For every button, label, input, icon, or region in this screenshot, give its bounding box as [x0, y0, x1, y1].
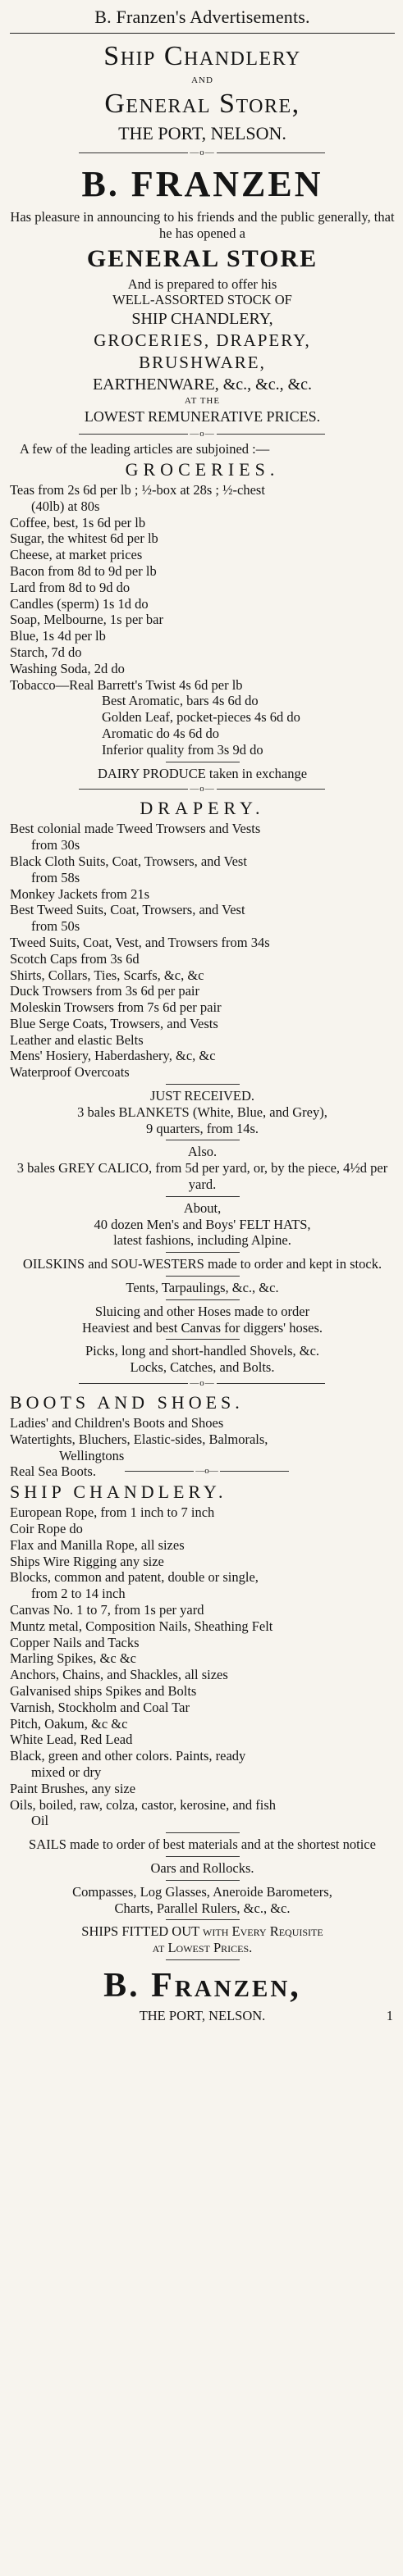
list-item: Flax and Manilla Rope, all sizes [10, 1536, 185, 1553]
list-item: Copper Nails and Tacks [10, 1634, 140, 1650]
list-item: Paint Brushes, any size [10, 1780, 136, 1796]
list-item: Anchors, Chains, and Shackles, all sizes [10, 1667, 228, 1683]
prepared-line: And is prepared to offer his [127, 275, 277, 292]
footer-address: THE PORT, NELSON. [139, 2007, 266, 2023]
felt-hats-line-2: latest fashions, including Alpine. [113, 1232, 291, 1249]
list-item: Washing Soda, 2d do [10, 660, 125, 676]
compasses-line-2: Charts, Parallel Rulers, &c., &c. [114, 1900, 291, 1916]
boots-heading: BOOTS AND SHOES. [10, 1392, 244, 1413]
ships-fitted-line-2: at Lowest Prices. [152, 1940, 253, 1956]
about-label: About, [183, 1199, 222, 1216]
ship-chandlery-heading: SHIP CHANDLERY. [10, 1481, 227, 1503]
category-ship-chandlery: SHIP CHANDLERY, [131, 310, 273, 329]
blankets-line-2: 9 quarters, from 14s. [145, 1120, 259, 1136]
list-item: from 58s [31, 869, 80, 885]
list-item: (40lb) at 80s [31, 498, 100, 514]
category-earthenware: EARTHENWARE, &c., &c., &c. [92, 375, 313, 394]
masthead-ship-chandlery: Ship Chandlery [103, 41, 301, 71]
oilskins-line: OILSKINS and SOU-WESTERS made to order and kept in stock. [22, 1256, 382, 1272]
tents-line: Tents, Tarpaulings, &c., &c. [126, 1280, 279, 1296]
masthead-general-store: General Store, [104, 89, 300, 119]
list-item: Aromatic do 4s 6d do [102, 725, 219, 741]
general-store-heading: GENERAL STORE [86, 244, 318, 272]
also-label: Also. [187, 1144, 218, 1160]
list-item: mixed or dry [31, 1764, 102, 1780]
page-number: 1 [386, 2007, 393, 2023]
short-divider [166, 1276, 240, 1277]
oars-line: Oars and Rollocks. [150, 1859, 254, 1876]
list-item: Best Tweed Suits, Coat, Trowsers, and Vest [10, 902, 245, 918]
list-item: Inferior quality from 3s 9d do [102, 741, 263, 758]
short-divider [166, 1299, 240, 1300]
short-divider [166, 1959, 240, 1960]
list-item: Mens' Hosiery, Haberdashery, &c, &c [10, 1048, 216, 1064]
list-item: Tweed Suits, Coat, Vest, and Trowsers from 34s [10, 934, 270, 950]
list-item: Lard from 8d to 9d do [10, 579, 131, 595]
short-divider [166, 1832, 240, 1833]
compasses-line: Compasses, Log Glasses, Aneroide Barometers, [72, 1883, 332, 1900]
list-item: Shirts, Collars, Ties, Scarfs, &c, &c [10, 967, 204, 983]
short-divider [166, 1856, 240, 1857]
page-header-title: B. Franzen's Advertisements. [94, 7, 310, 27]
category-groceries-drapery: GROCERIES, DRAPERY, [94, 330, 311, 351]
list-item: from 2 to 14 inch [31, 1586, 126, 1602]
sails-line: SAILS made to order of best materials and at the shortest notice [29, 1836, 376, 1853]
drapery-list [10, 821, 395, 1081]
ornament-divider: —o— [10, 145, 395, 160]
picks-line: Picks, long and short-handled Shovels, &c. [85, 1343, 320, 1359]
list-item: Cheese, at market prices [10, 547, 143, 563]
list-item: Golden Leaf, pocket-pieces 4s 6d do [102, 709, 300, 726]
list-item: Coir Rope do [10, 1521, 83, 1537]
proprietor-name: B. FRANZEN [81, 164, 323, 204]
intro-note: A few of the leading articles are subjoined :— [20, 441, 270, 457]
ship-chandlery-list [10, 1504, 395, 1829]
masthead-place: THE PORT, NELSON. [118, 123, 286, 143]
list-item: Waterproof Overcoats [10, 1064, 130, 1081]
list-item: Marling Spikes, &c &c [10, 1650, 136, 1667]
ornament-divider: —o— [10, 1376, 395, 1390]
list-item: Black Cloth Suits, Coat, Trowsers, and Vest [10, 853, 247, 869]
hoses-line-2: Heaviest and best Canvas for diggers' hoses. [81, 1319, 323, 1336]
list-item: Pitch, Oakum, &c &c [10, 1715, 128, 1732]
intro-announcement: Has pleasure in announcing to his friends and the public generally, that he has opened a [10, 209, 395, 241]
masthead-and: AND [191, 75, 213, 85]
list-item: Canvas No. 1 to 7, from 1s per yard [10, 1602, 204, 1618]
list-item: Candles (sperm) 1s 1d do [10, 595, 149, 612]
footer-name: B. Franzen, [103, 1966, 301, 2005]
ornament-divider: —o— [10, 781, 395, 796]
picks-line-2: Locks, Catches, and Bolts. [130, 1359, 275, 1376]
category-brushware: BRUSHWARE, [139, 353, 266, 373]
footer-address-row [10, 2008, 395, 2029]
list-item: Oil [31, 1813, 49, 1829]
groceries-heading: GROCERIES. [125, 458, 280, 480]
list-item: Duck Trowsers from 3s 6d per pair [10, 983, 199, 999]
felt-hats-line: 40 dozen Men's and Boys' FELT HATS, [94, 1216, 311, 1232]
list-item: from 50s [31, 918, 80, 935]
list-item: Sugar, the whitest 6d per lb [10, 530, 158, 547]
just-received: JUST RECEIVED. [149, 1088, 255, 1104]
list-item: Wellingtons [59, 1447, 125, 1463]
groceries-list [10, 482, 395, 758]
list-item: Blocks, common and patent, double or single, [10, 1569, 259, 1586]
list-item: Black, green and other colors. Paints, ready [10, 1748, 246, 1764]
list-item: Leather and elastic Belts [10, 1031, 144, 1048]
list-item: Watertights, Bluchers, Elastic-sides, Balmorals, [10, 1431, 268, 1447]
list-item: from 30s [31, 837, 80, 853]
short-divider [166, 1339, 240, 1340]
list-item: Best colonial made Tweed Trowsers and Vests [10, 821, 261, 837]
header-rule [10, 33, 395, 34]
list-item: Moleskin Trowsers from 7s 6d per pair [10, 999, 222, 1016]
short-divider [166, 1084, 240, 1085]
list-item: Varnish, Stockholm and Coal Tar [10, 1699, 190, 1715]
list-item: Blue Serge Coats, Trowsers, and Vests [10, 1015, 218, 1031]
dairy-produce-note: DAIRY PRODUCE taken in exchange [97, 765, 308, 781]
calico-line: 3 bales GREY CALICO, from 5d per yard, or, by the piece, 4½d per yard. [16, 1160, 388, 1193]
list-item: Blue, 1s 4d per lb [10, 628, 106, 644]
short-divider [166, 1252, 240, 1253]
ships-fitted-line: SHIPS FITTED OUT with Every Requisite [81, 1923, 323, 1940]
list-item: Starch, 7d do [10, 644, 82, 660]
list-item: Teas from 2s 6d per lb ; ½-box at 28s ; ½-chest [10, 481, 265, 498]
ornament-divider: —o— [125, 1463, 289, 1478]
blankets-line: 3 bales BLANKETS (White, Blue, and Grey), [77, 1104, 327, 1120]
list-item: Soap, Melbourne, 1s per bar [10, 612, 163, 628]
short-divider [166, 1880, 240, 1881]
list-item: Scotch Caps from 3s 6d [10, 950, 140, 967]
ornament-divider: —o— [10, 426, 395, 441]
boots-list [10, 1415, 395, 1480]
list-item: Coffee, best, 1s 6d per lb [10, 514, 146, 530]
list-item: Oils, boiled, raw, colza, castor, kerosine, and fish [10, 1796, 277, 1813]
list-item: Best Aromatic, bars 4s 6d do [102, 693, 259, 709]
list-item: European Rope, from 1 inch to 7 inch [10, 1504, 215, 1521]
list-item: Real Sea Boots. —o— [10, 1463, 395, 1480]
list-item: White Lead, Red Lead [10, 1732, 133, 1748]
hoses-line: Sluicing and other Hoses made to order [94, 1303, 310, 1319]
list-item: Ladies' and Children's Boots and Shoes [10, 1415, 224, 1431]
list-item: Tobacco—Real Barrett's Twist 4s 6d per lb [10, 676, 243, 693]
short-divider [166, 1919, 240, 1920]
list-item: Monkey Jackets from 21s [10, 885, 150, 902]
drapery-heading: DRAPERY. [140, 798, 265, 819]
lowest-prices: LOWEST REMUNERATIVE PRICES. [84, 408, 321, 426]
at-the: AT THE [184, 396, 221, 407]
list-item: Ships Wire Rigging any size [10, 1553, 164, 1569]
short-divider [166, 1196, 240, 1197]
list-item: Bacon from 8d to 9d per lb [10, 562, 157, 579]
stock-line: WELL-ASSORTED STOCK OF [112, 292, 292, 308]
list-item: Galvanised ships Spikes and Bolts [10, 1682, 197, 1699]
list-item: Muntz metal, Composition Nails, Sheathing Felt [10, 1618, 273, 1634]
